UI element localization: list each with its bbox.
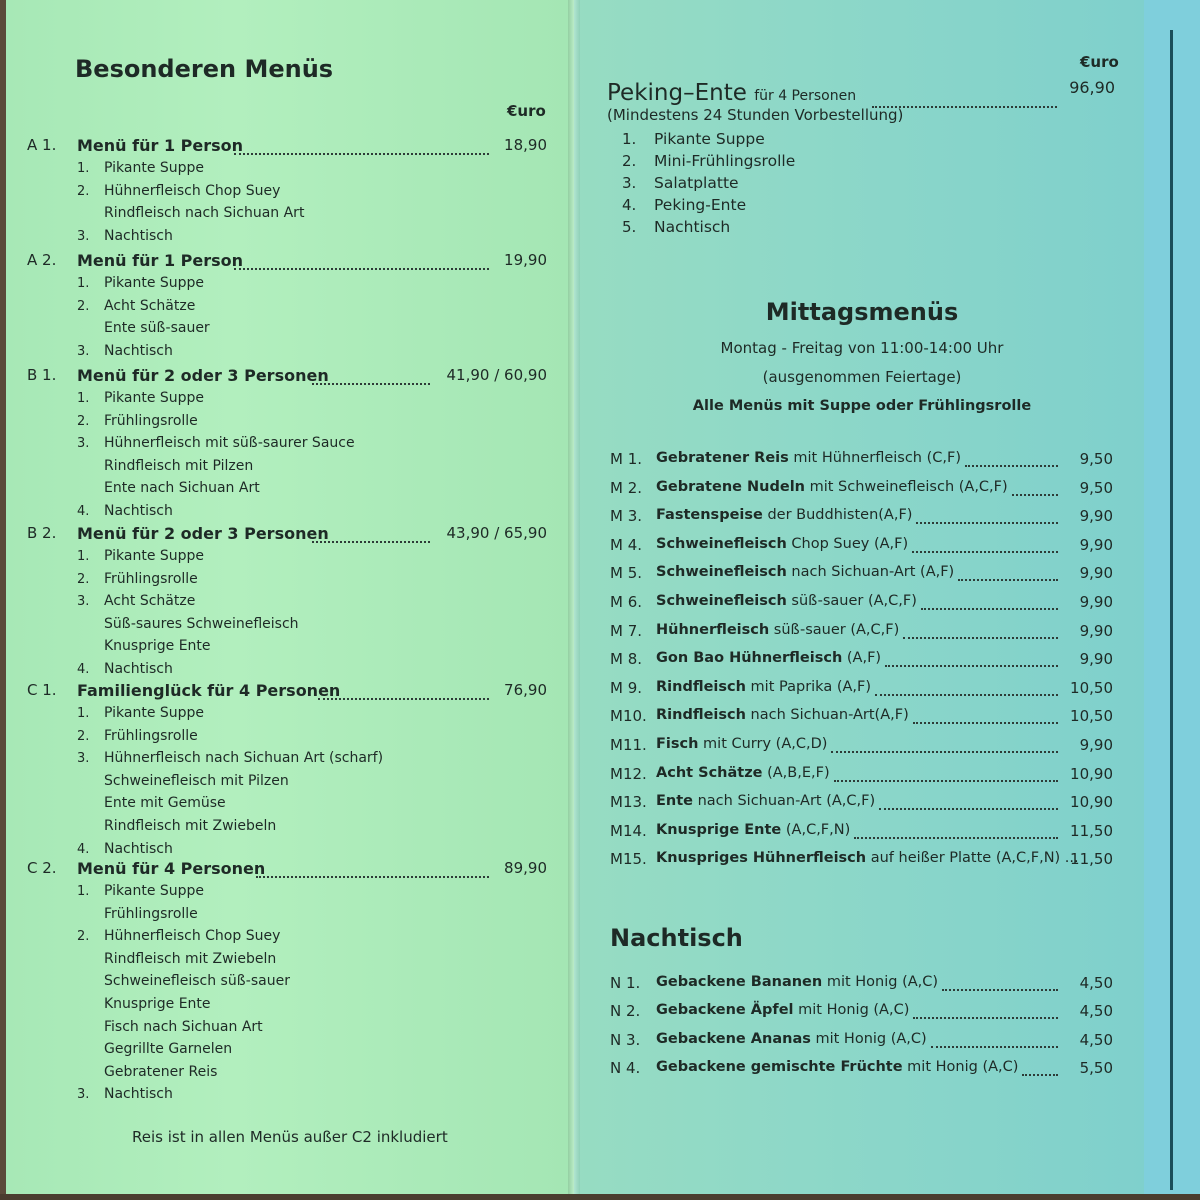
menu-item: Knusprige Ente [104,996,211,1012]
item-number: 4. [622,196,637,214]
item-name: Schweinefleisch [656,564,787,581]
item-detail: mit Curry (A,C,D) [698,736,828,752]
item-code: M10. [610,707,647,726]
item-detail: (A,B,E,F) [762,764,830,781]
peking-item: Pikante Suppe [654,130,765,148]
item-title [656,650,881,666]
item-title [656,679,871,695]
menu-title: Menü für 4 Personen [77,859,266,878]
item-price: 9,90 [1079,507,1113,526]
item-title [656,536,908,552]
menu-item: Schweinefleisch süß-sauer [104,973,290,990]
peking-item: Peking-Ente [654,196,747,214]
menu-item: Nachtisch [104,1086,173,1103]
dot-leader [879,808,1058,810]
item-title [656,707,909,723]
menu-code: B 2. [27,524,57,542]
item-code: M 8. [610,650,643,669]
item-title [656,1059,1018,1075]
item-detail: nach Sichuan-Art (A,C,F) [693,793,876,810]
item-title [656,479,1008,495]
item-code: M11. [610,736,647,754]
item-name: Ente [656,793,693,810]
page-title: Besonderen Menüs [75,55,334,83]
menu-item: Frühlingsrolle [104,570,198,587]
item-number: 2. [77,413,90,429]
item-detail: mit Honig (A,C) [902,1058,1019,1075]
item-price: 11,50 [1070,821,1113,840]
item-title [656,1002,909,1018]
dot-leader [916,522,1058,524]
item-detail: mit Honig (A,C) [822,974,939,990]
menu-item: Gegrillte Garnelen [104,1041,233,1058]
menu-price: 76,90 [504,681,547,699]
item-title [656,1031,927,1047]
item-detail: mit Schweinefleisch (A,C,F) [805,478,1008,495]
menu-title: Menü für 1 Person [77,251,244,270]
item-code: N 1. [610,974,641,992]
peking-item: Salatplatte [654,174,739,192]
menu-item: Hühnerfleisch Chop Suey [104,182,281,199]
menu-item: Rindfleisch mit Zwiebeln [104,818,277,834]
item-name: Rindfleisch [656,707,746,724]
menu-item: Pikante Suppe [104,390,205,406]
item-price: 9,90 [1079,621,1113,640]
lunch-except: (ausgenommen Feiertage) [762,368,962,386]
item-number: 1. [77,276,90,291]
dot-leader [854,837,1058,839]
item-code: M 6. [610,593,643,611]
menu-code: B 1. [27,366,57,384]
item-title [656,850,1079,866]
item-detail: (A,C,F,N) [781,821,851,838]
item-name: Knusprige Ente [656,821,782,838]
menu-price: 43,90 / 65,90 [446,524,547,542]
menu-item: Nachtisch [104,503,173,519]
item-title [656,822,850,838]
menu-item: Nachtisch [104,840,173,857]
item-code: M12. [610,764,647,783]
item-name: Hühnerfleisch [656,621,770,638]
menu-item: Acht Schätze [104,593,196,610]
menu-title: Menü für 1 Person [77,136,244,155]
item-title [656,765,830,781]
item-number: 3. [77,751,90,767]
item-name: Gebackene Bananen [656,974,823,990]
menu-price: 89,90 [504,859,547,877]
item-price: 4,50 [1079,1030,1113,1049]
dot-leader [913,722,1058,724]
item-code: M 3. [610,507,643,526]
menu-code: A 2. [27,251,57,269]
dot-leader [831,751,1058,753]
item-price: 5,50 [1079,1058,1113,1077]
menu-item: Ente mit Gemüse [104,795,226,812]
item-code: M 4. [610,535,643,554]
menu-code: C 2. [27,859,57,877]
meander-ornament [1170,0,1196,1200]
item-code: M13. [610,793,647,812]
item-number: 2. [77,571,90,587]
menu-title: Menü für 2 oder 3 Personen [77,524,329,543]
menu-item: Gebratener Reis [104,1063,218,1080]
item-price: 10,90 [1070,764,1113,783]
dot-leader [903,637,1058,639]
item-detail: der Buddhisten(A,F) [762,507,913,524]
currency-label: €uro [507,102,546,120]
item-number: 1. [77,884,90,899]
item-title [656,593,917,609]
item-detail: süß-sauer (A,C,F) [786,593,917,609]
menu-price: 18,90 [504,136,547,154]
menu-item: Nachtisch [104,342,173,359]
dot-leader [921,608,1058,610]
menu-price: 19,90 [504,251,547,269]
peking-price: 96,90 [1069,78,1115,97]
item-number: 1. [622,130,637,148]
item-title [656,736,827,752]
menu-code: A 1. [27,136,57,154]
item-name: Rindfleisch [656,678,746,695]
item-name: Acht Schätze [656,764,763,781]
page-fold [568,0,580,1196]
peking-item: Nachtisch [654,218,731,236]
menu-item: Hühnerfleisch Chop Suey [104,928,281,945]
item-code: M 9. [610,678,643,697]
item-name: Fastenspeise [656,507,763,524]
item-detail: mit Honig (A,C) [810,1030,927,1047]
item-title [656,793,875,809]
menu-item: Pikante Suppe [104,883,205,899]
menu-item: Ente süß-sauer [104,320,210,337]
dessert-heading: Nachtisch [610,924,743,952]
item-number: 3. [77,228,90,244]
item-number: 5. [622,218,637,236]
dot-leader [912,551,1058,553]
item-code: N 3. [610,1030,641,1049]
currency-label-right: €uro [1080,53,1119,71]
menu-item: Pikante Suppe [104,275,205,291]
item-number: 4. [77,841,90,857]
item-number: 3. [77,594,90,610]
menu-item: Frühlingsrolle [104,412,198,429]
menu-item: Ente nach Sichuan Art [104,480,260,497]
item-detail: mit Honig (A,C) [793,1002,910,1019]
item-price: 10,50 [1070,707,1113,726]
item-detail: mit Paprika (A,F) [745,678,872,695]
item-name: Fisch [656,736,699,752]
item-number: 1. [77,161,90,176]
menu-item: Rindfleisch mit Pilzen [104,457,254,474]
item-number: 1. [77,706,90,721]
item-number: 3. [77,343,90,359]
dot-leader [958,579,1058,581]
dot-leader [885,665,1058,667]
dot-leader [942,989,1058,991]
menu-item: Pikante Suppe [104,548,205,564]
item-name: Gebackene Äpfel [656,1002,794,1019]
item-number: 2. [77,728,90,744]
left-page [6,0,574,1196]
item-price: 9,50 [1079,450,1113,468]
item-name: Gebratener Reis [656,450,789,466]
item-number: 2. [77,298,90,314]
item-code: M 1. [610,450,643,468]
item-name: Gebackene Ananas [656,1030,811,1047]
item-title [656,974,938,990]
item-code: M 2. [610,478,643,497]
peking-note: (Mindestens 24 Stunden Vorbestellung) [607,106,904,124]
lunch-heading: Mittagsmenüs [765,298,959,326]
item-price: 9,90 [1079,564,1113,583]
item-code: M 7. [610,621,643,640]
item-name: Gebratene Nudeln [656,478,805,495]
menu-item: Nachtisch [104,227,173,244]
menu-item: Knusprige Ente [104,638,211,655]
menu-item: Pikante Suppe [104,160,205,176]
item-detail: süß-sauer (A,C,F) [769,621,900,638]
menu-item: Fisch nach Sichuan Art [104,1018,263,1035]
dot-leader [834,780,1058,782]
item-number: 4. [77,662,90,677]
item-name: Gon Bao Hühnerfleisch [656,650,843,667]
item-number: 2. [77,929,90,945]
item-title [656,622,899,638]
item-number: 3. [622,174,637,192]
item-detail: mit Hühnerfleisch (C,F) [788,450,961,466]
item-price: 9,90 [1079,593,1113,611]
menu-price: 41,90 / 60,90 [446,366,547,384]
item-number: 1. [77,549,90,564]
menu-item: Hühnerfleisch mit süß-saurer Sauce [104,435,355,452]
item-name: Knuspriges Hühnerfleisch [656,850,867,867]
menu-title: Menü für 2 oder 3 Personen [77,366,329,385]
item-price: 4,50 [1079,1002,1113,1021]
item-title [656,507,912,523]
item-name: Schweinefleisch [656,535,787,552]
item-number: 3. [77,436,90,452]
item-name: Schweinefleisch [656,593,787,609]
item-code: N 4. [610,1058,641,1077]
item-number: 1. [77,391,90,406]
menu-title: Familienglück für 4 Personen [77,681,341,700]
item-price: 9,90 [1079,736,1113,754]
menu-item: Nachtisch [104,661,173,677]
item-code: N 2. [610,1002,641,1021]
menu-item: Acht Schätze [104,297,196,314]
dot-leader [1022,1074,1058,1076]
item-price: 4,50 [1079,974,1113,992]
peking-item: Mini-Frühlingsrolle [654,152,796,170]
dot-leader [965,465,1058,467]
item-price: 9,90 [1079,535,1113,554]
peking-title [607,80,856,106]
menu-item: Süß-saures Schweinefleisch [104,615,299,632]
menu-item: Rindfleisch nach Sichuan Art [104,205,305,222]
item-price: 10,50 [1070,678,1113,697]
lunch-hours: Montag - Freitag von 11:00-14:00 Uhr [720,339,1004,357]
item-number: 2. [77,183,90,199]
item-number: 2. [622,152,637,170]
dot-leader [931,1046,1058,1048]
item-code: M 5. [610,564,643,583]
footnote: Reis ist in allen Menüs außer C2 inkludiert [132,1128,448,1146]
item-title [656,450,961,466]
item-detail: (A,F) [842,650,882,667]
dot-leader [913,1017,1058,1019]
item-detail: nach Sichuan-Art (A,F) [786,564,955,581]
menu-item: Frühlingsrolle [104,905,198,922]
peking-suffix: für 4 Personen [754,88,857,104]
lunch-note: Alle Menüs mit Suppe oder Frühlingsrolle [692,398,1032,414]
menu-item: Rindfleisch mit Zwiebeln [104,950,277,967]
item-number: 4. [77,504,90,519]
menu-item: Frühlingsrolle [104,727,198,744]
item-detail: auf heißer Platte (A,C,F,N) ... [866,850,1079,867]
dot-leader [1012,494,1058,496]
menu-code: C 1. [27,681,57,699]
menu-item: Hühnerfleisch nach Sichuan Art (scharf) [104,750,384,767]
item-price: 9,90 [1079,650,1113,669]
menu-item: Schweinefleisch mit Pilzen [104,772,289,789]
item-price: 10,90 [1070,793,1113,812]
dot-leader [875,694,1058,696]
item-number: 3. [77,1087,90,1103]
item-detail: nach Sichuan-Art(A,F) [745,707,909,724]
item-name: Gebackene gemischte Früchte [656,1058,903,1075]
peking-name: Peking–Ente [607,80,747,106]
item-price: 11,50 [1070,850,1113,869]
item-code: M15. [610,850,647,869]
item-code: M14. [610,821,647,840]
table-edge [0,1194,1200,1200]
item-detail: Chop Suey (A,F) [786,535,909,552]
item-price: 9,50 [1079,478,1113,497]
item-title [656,564,954,580]
menu-item: Pikante Suppe [104,705,205,721]
